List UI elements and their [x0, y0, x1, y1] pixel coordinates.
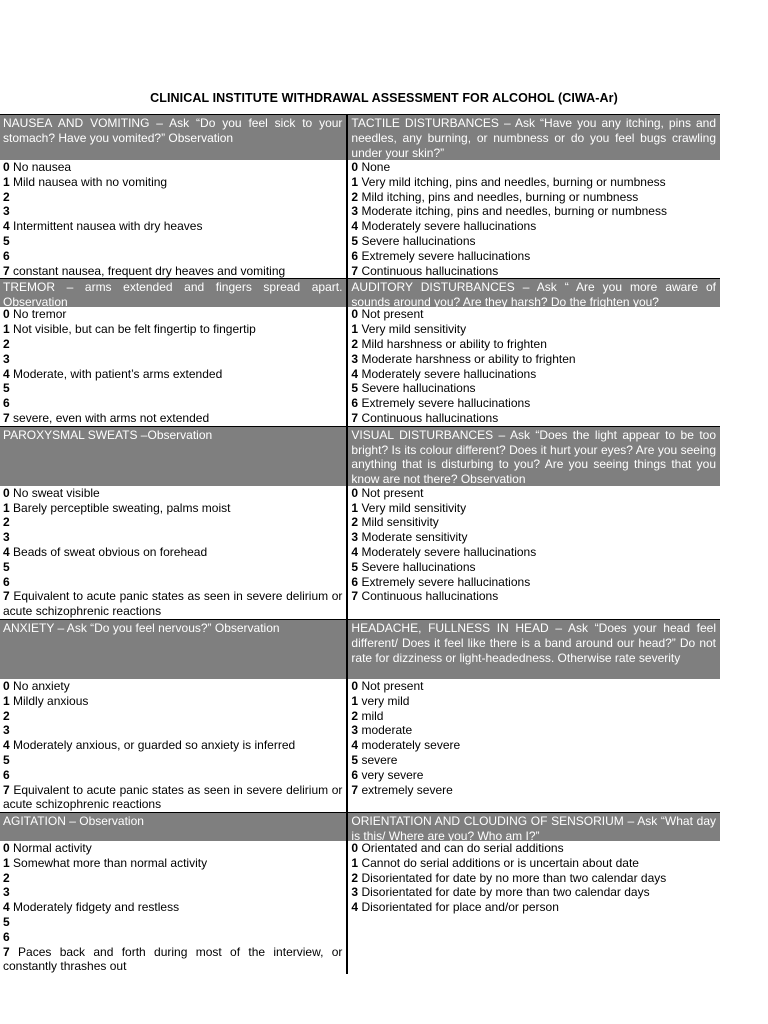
- score-number: 7: [3, 263, 10, 278]
- score-option: [3, 783, 342, 813]
- score-description: Moderately severe hallucinations: [358, 219, 537, 234]
- score-description: Severe hallucinations: [358, 233, 476, 248]
- score-option: [3, 337, 342, 352]
- score-option: [3, 738, 342, 753]
- section-header-right: HEADACHE, FULLNESS IN HEAD – Ask “Does your head feel different/ Does it feel like there is a band around our head?” Do not rate for dizziness or light-headedness. Otherwise rate severity: [348, 619, 720, 679]
- score-number: 5: [3, 559, 10, 574]
- score-description: severe: [358, 752, 398, 767]
- score-option: [3, 352, 342, 367]
- score-number: 3: [3, 885, 10, 900]
- options-list-left: [0, 307, 348, 425]
- score-number: 2: [3, 708, 10, 723]
- score-option: [3, 307, 342, 322]
- score-description: Continuous hallucinations: [358, 410, 499, 425]
- score-option: [3, 396, 342, 411]
- score-description: Mild itching, pins and needles, burning or numbness: [358, 189, 639, 204]
- score-description: Very mild sensitivity: [358, 322, 467, 337]
- score-number: 2: [3, 336, 10, 351]
- score-option: [351, 545, 716, 560]
- score-number: 1: [3, 500, 10, 515]
- score-number: 1: [351, 500, 359, 515]
- score-option: [3, 930, 342, 945]
- score-description: Continuous hallucinations: [358, 263, 499, 278]
- score-description: moderately severe: [358, 738, 461, 753]
- score-description: Not present: [358, 307, 424, 322]
- score-option: [351, 575, 716, 590]
- section-header-row: [0, 619, 720, 679]
- options-list-right: [348, 307, 720, 425]
- score-number: 3: [351, 351, 359, 366]
- score-number: 5: [351, 233, 359, 248]
- score-number: 0: [3, 678, 10, 693]
- score-number: 3: [351, 885, 359, 900]
- score-description: Continuous hallucinations: [358, 589, 499, 604]
- score-number: 7: [351, 782, 359, 797]
- score-number: 3: [3, 723, 10, 738]
- section-header-row: [0, 426, 720, 486]
- score-number: 7: [3, 410, 10, 425]
- score-description: Extremely severe hallucinations: [358, 574, 531, 589]
- score-number: 0: [3, 160, 10, 174]
- score-option: [3, 367, 342, 382]
- score-description: Paces back and forth during most of the interview, or constantly thrashes out: [3, 944, 343, 974]
- score-description: very severe: [358, 767, 424, 782]
- score-number: 4: [351, 738, 359, 753]
- score-option: [351, 411, 716, 426]
- score-option: [351, 160, 716, 175]
- score-option: [3, 515, 342, 530]
- score-number: 4: [3, 366, 10, 381]
- score-option: [3, 885, 342, 900]
- score-number: 6: [351, 574, 359, 589]
- score-number: 1: [3, 174, 10, 189]
- score-number: 4: [351, 219, 359, 234]
- score-number: 4: [351, 900, 359, 915]
- score-description: Mild harshness or ability to frighten: [358, 336, 547, 351]
- score-description: Barely perceptible sweating, palms moist: [9, 500, 231, 515]
- score-option: [3, 694, 342, 709]
- score-description: Moderately severe hallucinations: [358, 544, 537, 559]
- score-description: very mild: [358, 693, 410, 708]
- score-number: 2: [3, 189, 10, 204]
- score-option: [351, 856, 716, 871]
- score-option: [3, 501, 342, 516]
- score-option: [3, 915, 342, 930]
- section-header-left: ANXIETY – Ask “Do you feel nervous?” Observation: [0, 619, 348, 679]
- score-option: [351, 709, 716, 724]
- score-option: [351, 871, 716, 886]
- score-number: 5: [351, 752, 359, 767]
- score-option: [3, 841, 342, 856]
- score-option: [3, 249, 342, 264]
- score-number: 1: [3, 693, 10, 708]
- score-option: [351, 679, 716, 694]
- options-list-right: [348, 841, 720, 974]
- score-number: 0: [351, 485, 359, 500]
- score-number: 2: [3, 870, 10, 885]
- section-header-right: ORIENTATION AND CLOUDING OF SENSORIUM – Ask “What day is this/ Where are you? Who am I?”: [348, 812, 720, 841]
- score-number: 5: [3, 233, 10, 248]
- score-option: [351, 352, 716, 367]
- score-number: 4: [3, 900, 10, 915]
- score-option: [3, 723, 342, 738]
- score-description: Moderately fidgety and restless: [9, 900, 180, 915]
- score-option: [3, 753, 342, 768]
- score-description: No nausea: [9, 160, 72, 174]
- section-header-right: VISUAL DISTURBANCES – Ask “Does the light appear to be too bright? Is its colour different? Does it hurt your eyes? Are you seeing anything that is disturbing to you? Are you seeing things that you know are not there? Observation: [348, 426, 720, 486]
- section-options-row: [0, 486, 720, 619]
- score-option: [351, 486, 716, 501]
- score-option: [3, 322, 342, 337]
- score-number: 6: [351, 396, 359, 411]
- score-description: Moderate, with patient’s arms extended: [9, 366, 223, 381]
- score-option: [3, 486, 342, 501]
- score-option: [3, 589, 342, 619]
- score-option: [3, 411, 342, 426]
- score-number: 6: [351, 767, 359, 782]
- section-header-row: [0, 278, 720, 310]
- score-option: [351, 307, 716, 322]
- section-header-right: AUDITORY DISTURBANCES – Ask “ Are you more aware of sounds around you? Are they harsh? Do the frighten you?: [348, 278, 720, 307]
- score-number: 6: [3, 767, 10, 782]
- score-option: [3, 219, 342, 234]
- score-number: 1: [351, 174, 359, 189]
- score-number: 7: [3, 782, 10, 797]
- score-number: 6: [3, 929, 10, 944]
- score-number: 7: [3, 944, 10, 959]
- score-number: 4: [351, 366, 359, 381]
- score-number: 3: [351, 530, 359, 545]
- score-number: 7: [351, 263, 359, 278]
- score-option: [3, 190, 342, 205]
- score-option: [3, 175, 342, 190]
- score-option: [351, 768, 716, 783]
- score-number: 6: [351, 248, 359, 263]
- score-number: 7: [3, 589, 10, 604]
- section-options-row: [0, 679, 720, 812]
- options-list-left: [0, 486, 348, 619]
- score-option: [351, 367, 716, 382]
- score-description: Very mild itching, pins and needles, burning or numbness: [358, 174, 666, 189]
- section-header-row: [0, 812, 720, 841]
- score-description: Disorientated for date by no more than two calendar days: [358, 870, 667, 885]
- score-description: Moderate itching, pins and needles, burning or numbness: [358, 204, 667, 219]
- score-number: 1: [3, 855, 10, 870]
- score-option: [351, 381, 716, 396]
- score-option: [3, 856, 342, 871]
- score-number: 2: [351, 189, 359, 204]
- score-description: Severe hallucinations: [358, 559, 476, 574]
- score-option: [351, 219, 716, 234]
- score-description: Mild nausea with no vomiting: [9, 174, 168, 189]
- section-options-row: [0, 841, 720, 974]
- score-number: 0: [3, 485, 10, 500]
- score-number: 3: [351, 723, 359, 738]
- score-option: [351, 234, 716, 249]
- score-number: 2: [351, 870, 359, 885]
- options-list-left: [0, 160, 348, 278]
- score-number: 1: [351, 322, 359, 337]
- score-option: [351, 204, 716, 219]
- score-number: 0: [351, 307, 359, 322]
- ciwa-table: [0, 114, 720, 974]
- score-description: Beads of sweat obvious on forehead: [9, 544, 208, 559]
- score-number: 5: [351, 559, 359, 574]
- score-option: [351, 264, 716, 279]
- score-description: Severe hallucinations: [358, 381, 476, 396]
- score-description: Very mild sensitivity: [358, 500, 467, 515]
- score-number: 1: [351, 855, 359, 870]
- score-number: 7: [351, 589, 359, 604]
- score-description: Orientated and can do serial additions: [358, 841, 564, 856]
- score-option: [351, 396, 716, 411]
- score-description: Not visible, but can be felt fingertip to fingertip: [9, 322, 256, 337]
- score-description: Cannot do serial additions or is uncertain about date: [358, 855, 639, 870]
- score-option: [351, 175, 716, 190]
- score-number: 3: [351, 204, 359, 219]
- score-option: [3, 530, 342, 545]
- score-description: Intermittent nausea with dry heaves: [9, 219, 203, 234]
- score-description: Equivalent to acute panic states as seen in severe delirium or acute schizophrenic reactions: [3, 589, 343, 619]
- score-description: constant nausea, frequent dry heaves and vomiting: [9, 263, 286, 278]
- score-option: [351, 322, 716, 337]
- score-option: [3, 234, 342, 249]
- score-option: [351, 900, 716, 915]
- score-number: 6: [3, 574, 10, 589]
- score-number: 5: [3, 752, 10, 767]
- score-option: [3, 679, 342, 694]
- score-option: [3, 264, 342, 279]
- score-option: [351, 560, 716, 575]
- score-option: [3, 160, 342, 175]
- score-description: Normal activity: [9, 841, 92, 856]
- score-description: extremely severe: [358, 782, 453, 797]
- score-option: [351, 515, 716, 530]
- section-header-left: NAUSEA AND VOMITING – Ask “Do you feel sick to your stomach? Have you vomited?” Observation: [0, 114, 348, 160]
- score-description: Extremely severe hallucinations: [358, 248, 531, 263]
- score-number: 0: [351, 160, 359, 174]
- section-options-row: [0, 307, 720, 425]
- options-list-right: [348, 486, 720, 619]
- score-number: 5: [3, 381, 10, 396]
- score-number: 0: [351, 678, 359, 693]
- score-number: 2: [3, 515, 10, 530]
- score-number: 1: [3, 322, 10, 337]
- page-title: CLINICAL INSTITUTE WITHDRAWAL ASSESSMENT FOR ALCOHOL (CIWA-Ar): [150, 91, 618, 105]
- score-number: 3: [3, 204, 10, 219]
- score-description: Not present: [358, 678, 424, 693]
- score-description: No sweat visible: [9, 485, 100, 500]
- score-option: [351, 337, 716, 352]
- score-description: Mildly anxious: [9, 693, 89, 708]
- score-number: 0: [3, 307, 10, 322]
- score-number: 7: [351, 410, 359, 425]
- section-header-left: AGITATION – Observation: [0, 812, 348, 841]
- options-list-right: [348, 679, 720, 812]
- score-number: 3: [3, 351, 10, 366]
- score-number: 6: [3, 396, 10, 411]
- score-number: 3: [3, 530, 10, 545]
- score-option: [351, 530, 716, 545]
- score-description: None: [358, 160, 391, 174]
- score-number: 4: [3, 738, 10, 753]
- score-description: Somewhat more than normal activity: [9, 855, 208, 870]
- score-option: [351, 501, 716, 516]
- score-number: 5: [3, 915, 10, 930]
- score-description: No anxiety: [9, 678, 70, 693]
- score-option: [3, 545, 342, 560]
- score-description: severe, even with arms not extended: [9, 410, 210, 425]
- score-number: 1: [351, 693, 359, 708]
- score-number: 4: [351, 544, 359, 559]
- score-description: No tremor: [9, 307, 67, 322]
- score-option: [351, 190, 716, 205]
- score-number: 4: [3, 544, 10, 559]
- score-number: 2: [351, 708, 359, 723]
- score-description: Equivalent to acute panic states as seen in severe delirium or acute schizophrenic reactions: [3, 782, 343, 812]
- score-description: Moderately severe hallucinations: [358, 366, 537, 381]
- score-number: 6: [3, 248, 10, 263]
- options-list-right: [348, 160, 720, 278]
- score-option: [351, 589, 716, 604]
- score-option: [3, 381, 342, 396]
- score-description: Mild sensitivity: [358, 515, 439, 530]
- section-header-right: TACTILE DISTURBANCES – Ask “Have you any itching, pins and needles, any burning, or numbness or do you feel bugs crawling under your skin?”: [348, 114, 720, 160]
- score-option: [3, 871, 342, 886]
- score-description: Extremely severe hallucinations: [358, 396, 531, 411]
- score-option: [351, 694, 716, 709]
- options-list-left: [0, 841, 348, 974]
- score-description: Not present: [358, 485, 424, 500]
- score-number: 0: [3, 841, 10, 856]
- score-description: Disorientated for date by more than two calendar days: [358, 885, 650, 900]
- score-option: [351, 885, 716, 900]
- score-description: Disorientated for place and/or person: [358, 900, 559, 915]
- score-description: mild: [358, 708, 384, 723]
- score-option: [3, 709, 342, 724]
- score-option: [351, 783, 716, 798]
- score-number: 4: [3, 219, 10, 234]
- score-option: [3, 945, 342, 975]
- options-list-left: [0, 679, 348, 812]
- score-option: [3, 204, 342, 219]
- score-option: [3, 900, 342, 915]
- section-header-left: TREMOR – arms extended and fingers spread apart. Observation: [0, 278, 348, 307]
- section-header-left: PAROXYSMAL SWEATS –Observation: [0, 426, 348, 486]
- section-options-row: [0, 160, 720, 278]
- score-option: [351, 753, 716, 768]
- score-option: [351, 738, 716, 753]
- section-header-row: [0, 114, 720, 160]
- score-option: [3, 560, 342, 575]
- score-option: [351, 723, 716, 738]
- score-description: Moderate harshness or ability to frighten: [358, 351, 576, 366]
- score-description: moderate: [358, 723, 413, 738]
- score-description: Moderate sensitivity: [358, 530, 468, 545]
- score-option: [3, 768, 342, 783]
- score-option: [351, 841, 716, 856]
- score-number: 5: [351, 381, 359, 396]
- score-number: 0: [351, 841, 359, 856]
- score-number: 2: [351, 336, 359, 351]
- score-option: [3, 575, 342, 590]
- score-number: 2: [351, 515, 359, 530]
- score-option: [351, 249, 716, 264]
- score-description: Moderately anxious, or guarded so anxiety is inferred: [9, 738, 296, 753]
